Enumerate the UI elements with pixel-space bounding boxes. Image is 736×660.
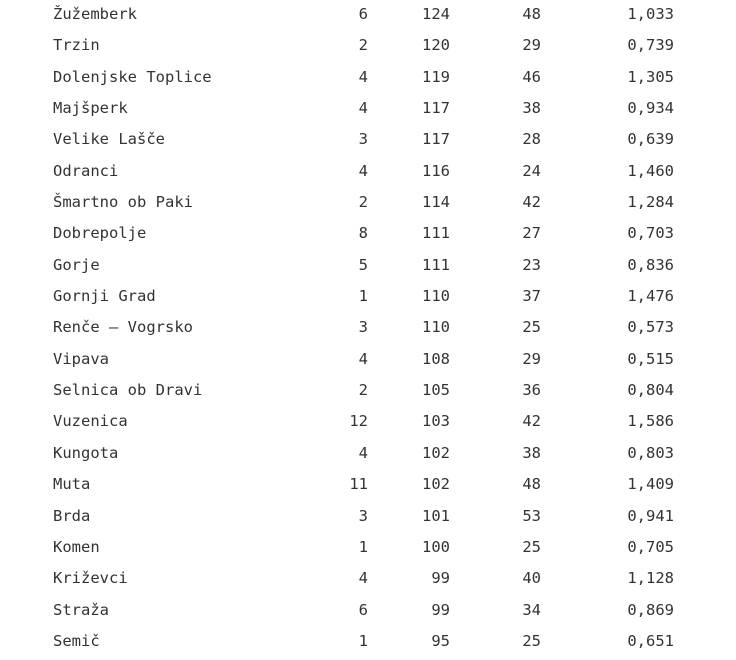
table-row <box>0 219 736 250</box>
value-col-4: 0,941 <box>627 506 674 525</box>
municipality-name: Križevci <box>53 569 128 588</box>
value-col-2: 99 <box>431 569 450 588</box>
value-col-1: 4 <box>358 569 368 588</box>
table-row <box>0 125 736 156</box>
value-col-3: 25 <box>522 537 541 556</box>
table-row <box>0 376 736 407</box>
value-col-1: 2 <box>358 381 368 400</box>
value-col-2: 124 <box>422 5 450 23</box>
value-col-3: 46 <box>522 67 541 86</box>
municipality-name: Renče – Vogrsko <box>53 318 193 337</box>
value-col-3: 48 <box>522 475 541 494</box>
value-col-3: 48 <box>522 5 541 23</box>
municipality-name: Vuzenica <box>53 412 128 431</box>
value-col-2: 100 <box>422 537 450 556</box>
value-col-4: 1,033 <box>627 5 674 23</box>
value-col-4: 0,803 <box>627 443 674 462</box>
municipality-name: Semič <box>53 631 100 650</box>
value-col-3: 23 <box>522 255 541 274</box>
table-row <box>0 0 736 31</box>
value-col-2: 120 <box>422 36 450 55</box>
value-col-1: 6 <box>358 600 368 619</box>
value-col-4: 1,128 <box>627 569 674 588</box>
table-row <box>0 470 736 501</box>
value-col-1: 4 <box>358 349 368 368</box>
table-row <box>0 282 736 313</box>
value-col-3: 29 <box>522 36 541 55</box>
value-col-4: 1,460 <box>627 161 674 180</box>
value-col-1: 1 <box>358 287 368 306</box>
municipality-name: Brda <box>53 506 91 525</box>
municipality-name: Kungota <box>53 443 119 462</box>
table-row <box>0 596 736 627</box>
value-col-2: 110 <box>422 287 450 306</box>
value-col-4: 0,639 <box>627 130 674 149</box>
table-row <box>0 502 736 533</box>
table-row <box>0 345 736 376</box>
municipality-name: Trzin <box>53 36 100 55</box>
value-col-2: 103 <box>422 412 450 431</box>
value-col-1: 4 <box>358 161 368 180</box>
value-col-3: 25 <box>522 631 541 650</box>
value-col-1: 2 <box>358 193 368 212</box>
table-row <box>0 63 736 94</box>
value-col-3: 40 <box>522 569 541 588</box>
municipality-name: Velike Lašče <box>53 130 165 149</box>
value-col-2: 111 <box>422 224 450 243</box>
value-col-2: 111 <box>422 255 450 274</box>
municipality-name: Vipava <box>53 349 109 368</box>
municipality-name: Dolenjske Toplice <box>53 67 212 86</box>
municipality-name: Gorje <box>53 255 100 274</box>
value-col-3: 36 <box>522 381 541 400</box>
value-col-2: 108 <box>422 349 450 368</box>
value-col-4: 0,934 <box>627 99 674 118</box>
table-row <box>0 439 736 470</box>
value-col-3: 27 <box>522 224 541 243</box>
municipality-name: Muta <box>53 475 91 494</box>
value-col-2: 102 <box>422 443 450 462</box>
value-col-3: 34 <box>522 600 541 619</box>
table-row <box>0 157 736 188</box>
value-col-1: 4 <box>358 443 368 462</box>
value-col-1: 4 <box>358 67 368 86</box>
value-col-1: 1 <box>358 537 368 556</box>
value-col-1: 4 <box>358 99 368 118</box>
municipality-name: Dobrepolje <box>53 224 147 243</box>
value-col-1: 8 <box>358 224 368 243</box>
value-col-4: 1,284 <box>627 193 674 212</box>
municipality-name: Žužemberk <box>53 5 137 23</box>
value-col-3: 42 <box>522 412 541 431</box>
table-row <box>0 31 736 62</box>
value-col-2: 102 <box>422 475 450 494</box>
value-col-4: 1,586 <box>627 412 674 431</box>
table-row <box>0 313 736 344</box>
value-col-1: 3 <box>358 506 368 525</box>
value-col-2: 95 <box>431 631 450 650</box>
value-col-1: 12 <box>349 412 368 431</box>
municipality-name: Gornji Grad <box>53 287 156 306</box>
value-col-1: 2 <box>358 36 368 55</box>
value-col-3: 38 <box>522 99 541 118</box>
value-col-3: 38 <box>522 443 541 462</box>
value-col-3: 24 <box>522 161 541 180</box>
table-row <box>0 251 736 282</box>
municipality-name: Straža <box>53 600 109 619</box>
value-col-1: 3 <box>358 318 368 337</box>
value-col-3: 29 <box>522 349 541 368</box>
value-col-2: 119 <box>422 67 450 86</box>
table-row <box>0 407 736 438</box>
value-col-4: 0,651 <box>627 631 674 650</box>
value-col-2: 99 <box>431 600 450 619</box>
value-col-4: 0,869 <box>627 600 674 619</box>
value-col-4: 1,305 <box>627 67 674 86</box>
value-col-4: 0,739 <box>627 36 674 55</box>
table-row <box>0 533 736 564</box>
value-col-2: 110 <box>422 318 450 337</box>
table-row <box>0 564 736 595</box>
value-col-3: 25 <box>522 318 541 337</box>
municipality-name: Odranci <box>53 161 119 180</box>
value-col-4: 0,705 <box>627 537 674 556</box>
municipality-name: Selnica ob Dravi <box>53 381 203 400</box>
value-col-1: 6 <box>358 5 368 23</box>
value-col-4: 1,409 <box>627 475 674 494</box>
value-col-3: 37 <box>522 287 541 306</box>
value-col-2: 117 <box>422 130 450 149</box>
table-row <box>0 188 736 219</box>
value-col-4: 0,515 <box>627 349 674 368</box>
value-col-2: 114 <box>422 193 450 212</box>
value-col-3: 28 <box>522 130 541 149</box>
municipality-name: Komen <box>53 537 100 556</box>
municipality-name: Majšperk <box>53 99 128 118</box>
value-col-2: 116 <box>422 161 450 180</box>
value-col-1: 1 <box>358 631 368 650</box>
municipality-name: Šmartno ob Paki <box>53 193 193 212</box>
value-col-4: 0,836 <box>627 255 674 274</box>
value-col-1: 11 <box>349 475 368 494</box>
value-col-4: 1,476 <box>627 287 674 306</box>
value-col-4: 0,573 <box>627 318 674 337</box>
value-col-3: 42 <box>522 193 541 212</box>
value-col-3: 53 <box>522 506 541 525</box>
value-col-2: 101 <box>422 506 450 525</box>
value-col-1: 3 <box>358 130 368 149</box>
table-row <box>0 94 736 125</box>
value-col-2: 105 <box>422 381 450 400</box>
value-col-4: 0,703 <box>627 224 674 243</box>
value-col-1: 5 <box>358 255 368 274</box>
value-col-2: 117 <box>422 99 450 118</box>
value-col-4: 0,804 <box>627 381 674 400</box>
table-row <box>0 627 736 658</box>
